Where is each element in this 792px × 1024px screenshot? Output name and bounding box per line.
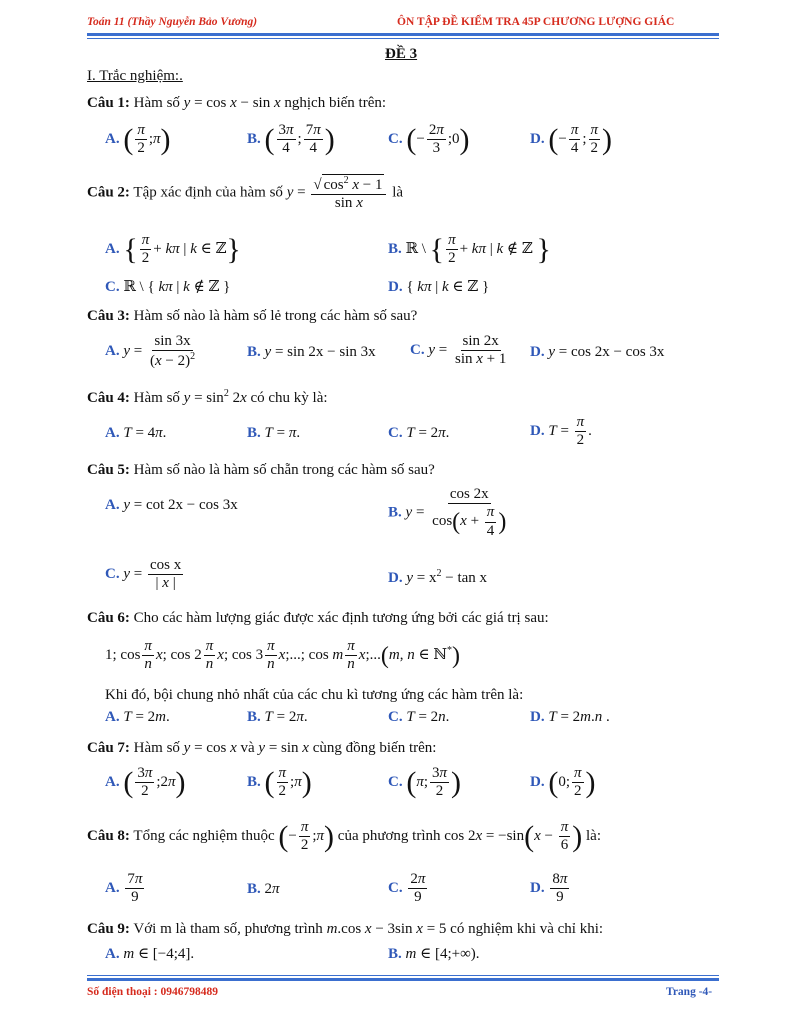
question-2: Câu 2: Tập xác định của hàm số y = $\frac{√ \cos^2 x - 1}{\text{sin x}}$ là (87, 175, 404, 212)
question-8-option-a[interactable]: A. $\frac{7\pi}{9}$ (105, 871, 143, 906)
question-2-option-a[interactable]: A. { $\frac{\pi}{2}$ + kπ | k ∈ ℤ} (105, 232, 241, 267)
question-2-option-d[interactable]: D. { kπ | k ∈ ℤ } (388, 279, 490, 295)
question-6-option-a[interactable]: A. T = 2m. (105, 709, 170, 725)
header-right: ÔN TẬP ĐỀ KIỂM TRA 45P CHƯƠNG LƯỢNG GIÁC (397, 16, 675, 28)
question-5-option-a[interactable]: A. y = cot 2x − cos 3x (105, 497, 238, 513)
question-5-option-b[interactable]: B. y = cos 2x cos(x + $\frac{\pi}{4}$ ) (388, 486, 507, 539)
question-1: Câu 1: Hàm số y = cos x − sin x nghịch biến trên: (87, 95, 387, 111)
question-7-option-c[interactable]: C. (π; $\frac{3\pi}{2}$ ) (388, 765, 462, 800)
question-7: Câu 7: Hàm số y = cos x và y = sin x cùng đồng biến trên: (87, 740, 437, 756)
question-4-option-b[interactable]: B. T = π. (247, 425, 301, 441)
question-7-option-a[interactable]: A. ( $\frac{3\pi}{2}$ ;2π) (105, 765, 186, 800)
question-6-option-c[interactable]: C. T = 2n. (388, 709, 450, 725)
header-rule-thin (87, 38, 719, 39)
question-6-option-d[interactable]: D. T = 2m.n . (530, 709, 610, 725)
question-7-option-b[interactable]: B. ( $\frac{\pi}{2}$ ;π) (247, 765, 312, 800)
question-5-option-d[interactable]: D. $y = x^2 - \tan x$ (388, 568, 488, 586)
question-6: Câu 6: Cho các hàm lượng giác được xác định tương ứng bởi các giá trị sau: (87, 610, 549, 626)
footer-page-number: Trang -4- (666, 986, 713, 998)
footer-rule (87, 978, 719, 981)
question-4: Câu 4: Hàm số $y = \sin^2 2x$ có chu kỳ là: (87, 388, 328, 406)
question-8-option-d[interactable]: D. $\frac{8\pi}{9}$ (530, 871, 568, 906)
question-3-option-c[interactable]: C. y = $\frac{\sin 2x}{\text{sin x + 1}}$ (410, 333, 507, 368)
question-6-followup: Khi đó, bội chung nhỏ nhất của các chu kì tương ứng các hàm trên là: (105, 687, 524, 703)
question-3-option-a[interactable]: A. y = $\frac{\sin 3x}{(x - 2)^2}$ (105, 333, 196, 370)
question-4-option-d[interactable]: D. T = $\frac{\pi}{2}$ . (530, 414, 592, 449)
question-4-option-a[interactable]: A. T = 4π. (105, 425, 167, 441)
question-1-option-d[interactable]: D. (− $\frac{\pi}{4}$ ; $\frac{\pi}{2}$ ) (530, 122, 613, 157)
question-9-option-b[interactable]: B. m ∈ [4;+∞). (388, 946, 480, 962)
header-rule (87, 33, 719, 36)
question-5-option-c[interactable]: C. y = $\frac{\text{cos x}}{| x |}$ (105, 557, 182, 592)
question-label: Câu 1: (87, 95, 130, 111)
question-3-option-d[interactable]: D. y = cos 2x − cos 3x (530, 344, 665, 360)
question-9-option-a[interactable]: A. m ∈ [−4;4]. (105, 946, 195, 962)
header-left: Toán 11 (Thầy Nguyễn Bảo Vương) (87, 16, 258, 28)
question-8-option-b[interactable]: B. 2π (247, 881, 280, 897)
question-3: Câu 3: Hàm số nào là hàm số lẻ trong các hàm số sau? (87, 308, 418, 324)
question-5: Câu 5: Hàm số nào là hàm số chẵn trong các hàm số sau? (87, 462, 435, 478)
footer-phone: Số điện thoại : 0946798489 (87, 986, 218, 998)
question-3-option-b[interactable]: B. y = sin 2x − sin 3x (247, 344, 376, 360)
question-9: Câu 9: Với m là tham số, phương trình m.cos x − 3sin x = 5 có nghiệm khi và chỉ khi: (87, 921, 604, 937)
question-2-option-c[interactable]: C. ℝ \ { kπ | k ∉ ℤ } (105, 279, 231, 295)
question-8: Câu 8: Tổng các nghiệm thuộc (− $\frac{\pi}{2}$ ;π) của phương trình cos 2x = −sin(x − $\frac{\pi}{6}$ ) là: (87, 819, 601, 854)
question-1-option-a[interactable]: A. ( $\frac{\pi}{2}$ ;π) (105, 122, 171, 157)
page-title: ĐỀ 3 (385, 46, 418, 62)
question-7-option-d[interactable]: D. (0; $\frac{\pi}{2}$ ) (530, 765, 596, 800)
question-4-option-c[interactable]: C. T = 2π. (388, 425, 450, 441)
question-2-option-b[interactable]: B. ℝ \ { $\frac{\pi}{2}$ + kπ | k ∉ ℤ } (388, 232, 551, 267)
question-1-option-c[interactable]: C. (− $\frac{2\pi}{3}$ ;0) (388, 122, 470, 157)
section-heading: I. Trắc nghiệm:. (87, 68, 183, 84)
question-1-option-b[interactable]: B. ( $\frac{3\pi}{4}$ ; $\frac{7\pi}{4}$ ) (247, 122, 335, 157)
footer-rule-thin (87, 975, 719, 976)
question-8-option-c[interactable]: C. $\frac{2\pi}{9}$ (388, 871, 426, 906)
question-6-formula: 1; cos $\frac{\pi}{n}$ x; cos 2 $\frac{\pi}{n}$ x; cos 3 $\frac{\pi}{n}$ x;...; cos m $\frac{\pi}{n}$ x;...(m, n ∈ ℕ*) (105, 638, 461, 673)
question-6-option-b[interactable]: B. T = 2π. (247, 709, 308, 725)
